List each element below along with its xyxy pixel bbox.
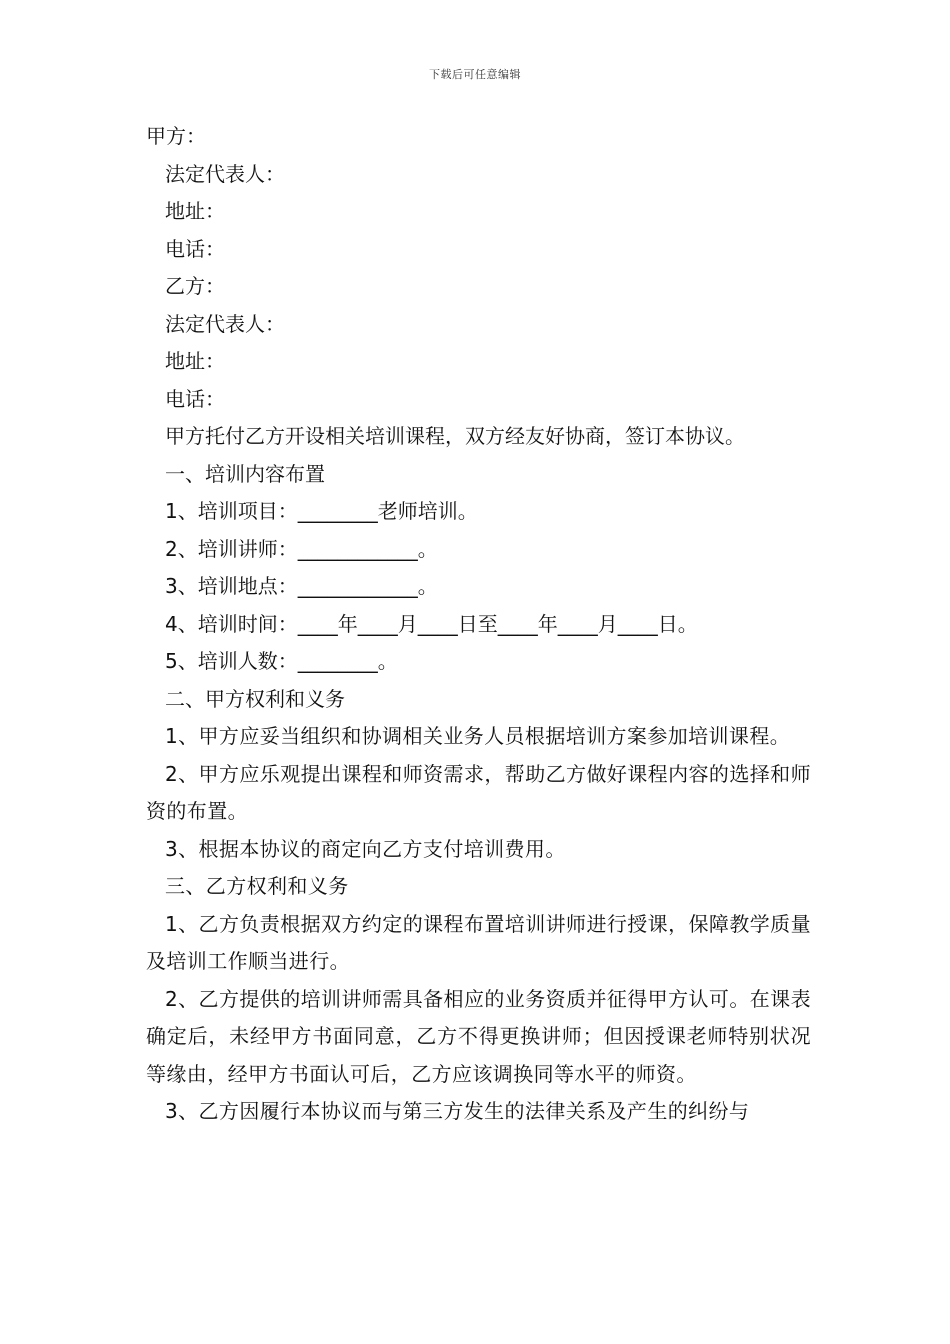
party-a-clause-1: 1、甲方应妥当组织和协调相关业务人员根据培训方案参加培训课程。 [165, 724, 791, 748]
party-b-legal-rep: 法定代表人： [165, 311, 285, 336]
party-a-clause-2: 2、甲方应乐观提出课程和师资需求，帮助乙方做好课程内容的选择和师资的布置。 [146, 761, 811, 823]
training-location: 3、培训地点：____________。 [165, 574, 438, 598]
training-lecturer: 2、培训讲师：____________。 [165, 536, 438, 561]
training-item: 1、培训项目：________老师培训。 [165, 499, 478, 523]
party-b-clause-1: 1、乙方负责根据双方约定的课程布置培训讲师进行授课，保障教学质量及培训工作顺当进行。 [146, 911, 811, 973]
party-b-clause-2: 2、乙方提供的培训讲师需具备相应的业务资质并征得甲方认可。在课表确定后，未经甲方书面同意，乙方不得更换讲师；但因授课老师特别状况等缘由，经甲方书面认可后，乙方应该调换同等水平的师资。 [146, 986, 811, 1086]
party-a-legal-rep: 法定代表人： [165, 161, 285, 186]
agreement-intro: 甲方托付乙方开设相关培训课程，双方经友好协商，签订本协议。 [165, 424, 745, 448]
party-b-address: 地址： [165, 349, 225, 373]
section-heading-party-b-rights: 三、乙方权利和义务 [165, 874, 349, 898]
section-heading-training-content: 一、培训内容布置 [165, 461, 325, 486]
training-time: 4、培训时间：____年____月____日至____年____月____日。 [165, 611, 698, 636]
page-header: 下载后可任意编辑 [429, 68, 521, 81]
party-a-label: 甲方： [146, 124, 206, 148]
party-b-clause-3: 3、乙方因履行本协议而与第三方发生的法律关系及产生的纠纷与 [165, 1099, 750, 1123]
party-a-phone: 电话： [165, 236, 225, 261]
training-headcount: 5、培训人数：________。 [165, 649, 398, 673]
section-heading-party-a-rights: 二、甲方权利和义务 [165, 686, 345, 711]
document-body [146, 118, 811, 1131]
party-a-address: 地址： [165, 199, 225, 223]
party-b-phone: 电话： [165, 386, 225, 411]
party-b-label: 乙方： [165, 274, 225, 298]
party-a-clause-3: 3、根据本协议的商定向乙方支付培训费用。 [165, 836, 566, 861]
